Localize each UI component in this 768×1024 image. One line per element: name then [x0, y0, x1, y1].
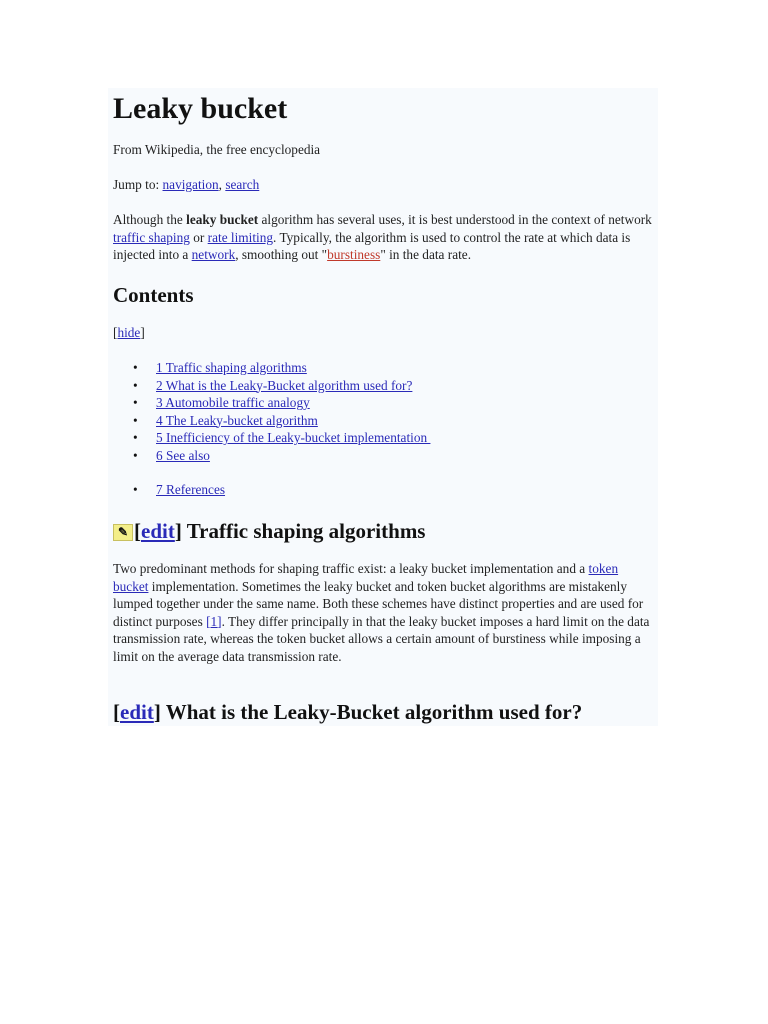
toc-link[interactable]: 7 References	[156, 482, 226, 497]
token-bucket-link[interactable]: token bucket	[113, 561, 619, 594]
edit-link[interactable]: edit	[120, 700, 154, 724]
burstiness-link[interactable]: burstiness	[327, 247, 381, 262]
section-heading: [edit] What is the Leaky-Bucket algorithm used for?	[113, 700, 583, 724]
edit-link[interactable]: edit	[141, 519, 175, 543]
navigation-link[interactable]: navigation	[162, 177, 219, 192]
toc-item	[113, 429, 430, 447]
jump-to	[113, 176, 653, 194]
separator: ,	[218, 177, 222, 192]
traffic-shaping-link[interactable]: traffic shaping	[113, 229, 190, 245]
toc-link[interactable]: 6 See also	[156, 447, 210, 463]
toc-item	[113, 481, 430, 499]
toc-item	[113, 359, 430, 377]
section-heading: ✎ [edit] Traffic shaping algorithms	[113, 519, 425, 544]
edit-pencil-icon: ✎	[113, 524, 133, 541]
toc-item	[113, 394, 430, 412]
toc-link[interactable]: 5 Inefficiency of the Leaky-bucket implementation	[156, 430, 431, 445]
tagline: From Wikipedia, the free encyclopedia	[113, 142, 321, 157]
toc-link[interactable]: 1 Traffic shaping algorithms	[156, 360, 307, 375]
toc-link[interactable]: 4 The Leaky-bucket algorithm	[156, 412, 318, 428]
toc-toggle: [hide]	[113, 325, 145, 340]
intro-paragraph: Although the leaky bucket algorithm has several uses, it is best understood in the context of network traffic shaping or rate limiting. Typically, the algorithm is used to control the rate at which data is injected into a network, smoothing out "burstiness" in the data rate.	[113, 212, 652, 262]
jump-label: Jump to:	[113, 177, 160, 192]
toc-link[interactable]: 2 What is the Leaky-Bucket algorithm used for?	[156, 377, 413, 393]
hide-link[interactable]: hide	[117, 325, 141, 340]
toc-list	[113, 359, 430, 499]
reference-link[interactable]: [1]	[206, 613, 222, 629]
network-link[interactable]: network	[191, 247, 236, 262]
toc-item	[113, 447, 430, 465]
contents-heading: Contents	[113, 283, 194, 307]
section-paragraph: Two predominant methods for shaping traffic exist: a leaky bucket implementation and a token bucket implementation. Sometimes the leaky bucket and token bucket algorithms are mistakenly lumped together under the same name. Both these schemes have distinct properties and are used for distinct purposes [1]. They differ principally in that the leaky bucket imposes a hard limit on the data transmission rate, whereas the token bucket allows a certain amount of burstiness while imposing a limit on the average data transmission rate.	[113, 561, 650, 664]
search-link[interactable]: search	[225, 177, 260, 192]
rate-limiting-link[interactable]: rate limiting	[207, 229, 274, 245]
toc-item	[113, 377, 430, 395]
page-title: Leaky bucket	[113, 92, 288, 125]
toc-link[interactable]: 3 Automobile traffic analogy	[156, 395, 310, 410]
toc-item	[113, 412, 430, 430]
